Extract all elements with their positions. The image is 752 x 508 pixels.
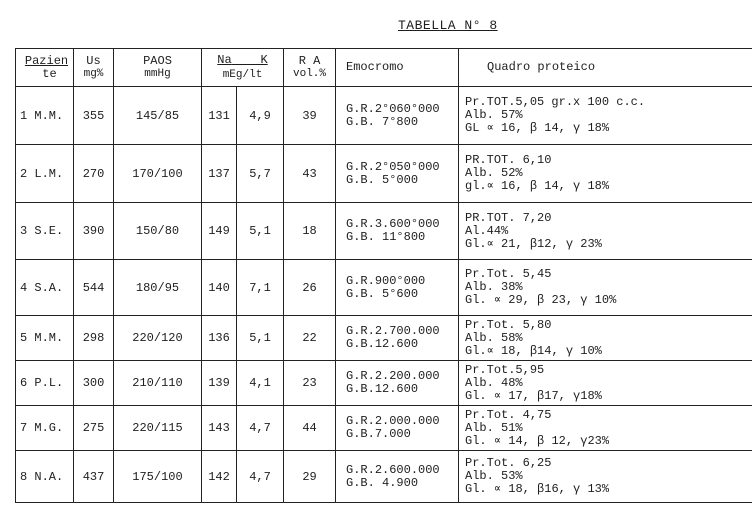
cell-paziente: 6 P.L. — [16, 361, 74, 406]
header-emocromo: Emocromo — [336, 49, 459, 87]
cell-quadro-proteico: Pr.Tot. 6,25 Alb. 53% Gl. ∝ 18, β16, γ 13% — [459, 451, 752, 503]
table-title: TABELLA N° 8 — [398, 18, 498, 33]
table-row — [16, 203, 752, 260]
table-row — [16, 316, 752, 361]
header-quadro-proteico: Quadro proteico — [459, 49, 752, 87]
cell-na: 131 — [202, 87, 237, 145]
header-na-k: Na K mEg/lt — [202, 49, 284, 87]
cell-ra: 26 — [284, 260, 336, 316]
cell-quadro-proteico: PR.TOT. 7,20 Al.44% Gl.∝ 21, β12, γ 23% — [459, 203, 752, 260]
cell-ra: 29 — [284, 451, 336, 503]
cell-emocromo: G.R.2°050°000 G.B. 5°000 — [336, 145, 459, 203]
table-row — [16, 260, 752, 316]
cell-k: 5,7 — [237, 145, 284, 203]
cell-us: 355 — [74, 87, 114, 145]
cell-emocromo: G.R.2.700.000 G.B.12.600 — [336, 316, 459, 361]
cell-us: 298 — [74, 316, 114, 361]
cell-us: 437 — [74, 451, 114, 503]
cell-quadro-proteico: Pr.Tot. 4,75 Alb. 51% Gl. ∝ 14, β 12, γ23% — [459, 406, 752, 451]
cell-emocromo: G.R.2.200.000 G.B.12.600 — [336, 361, 459, 406]
cell-na: 139 — [202, 361, 237, 406]
cell-k: 7,1 — [237, 260, 284, 316]
cell-quadro-proteico: Pr.Tot.5,95 Alb. 48% Gl. ∝ 17, β17, γ18% — [459, 361, 752, 406]
cell-k: 4,1 — [237, 361, 284, 406]
header-row — [16, 49, 752, 87]
cell-emocromo: G.R.3.600°000 G.B. 11°800 — [336, 203, 459, 260]
table-row — [16, 361, 752, 406]
cell-paos: 170/100 — [114, 145, 202, 203]
cell-quadro-proteico: Pr.Tot. 5,80 Alb. 58% Gl.∝ 18, β14, γ 10% — [459, 316, 752, 361]
cell-paos: 180/95 — [114, 260, 202, 316]
cell-ra: 23 — [284, 361, 336, 406]
header-paos: PAOS mmHg — [114, 49, 202, 87]
cell-paos: 210/110 — [114, 361, 202, 406]
cell-ra: 44 — [284, 406, 336, 451]
cell-paziente: 1 M.M. — [16, 87, 74, 145]
cell-k: 4,7 — [237, 406, 284, 451]
header-paziente: Pazien te — [16, 49, 74, 87]
cell-ra: 18 — [284, 203, 336, 260]
header-us: Us mg% — [74, 49, 114, 87]
cell-paos: 145/85 — [114, 87, 202, 145]
cell-k: 5,1 — [237, 203, 284, 260]
cell-paziente: 8 N.A. — [16, 451, 74, 503]
table-row — [16, 451, 752, 503]
cell-k: 4,7 — [237, 451, 284, 503]
cell-us: 544 — [74, 260, 114, 316]
cell-ra: 39 — [284, 87, 336, 145]
cell-na: 149 — [202, 203, 237, 260]
patient-data-table — [15, 48, 752, 503]
cell-paos: 220/115 — [114, 406, 202, 451]
cell-k: 4,9 — [237, 87, 284, 145]
cell-k: 5,1 — [237, 316, 284, 361]
cell-paziente: 2 L.M. — [16, 145, 74, 203]
cell-paziente: 4 S.A. — [16, 260, 74, 316]
cell-emocromo: G.R.2°060°000 G.B. 7°800 — [336, 87, 459, 145]
cell-paziente: 3 S.E. — [16, 203, 74, 260]
cell-paziente: 7 M.G. — [16, 406, 74, 451]
cell-paos: 175/100 — [114, 451, 202, 503]
cell-emocromo: G.R.2.600.000 G.B. 4.900 — [336, 451, 459, 503]
cell-us: 275 — [74, 406, 114, 451]
cell-na: 136 — [202, 316, 237, 361]
cell-quadro-proteico: Pr.TOT.5,05 gr.x 100 c.c. Alb. 57% GL ∝ 16, β 14, γ 18% — [459, 87, 752, 145]
cell-paos: 150/80 — [114, 203, 202, 260]
cell-quadro-proteico: PR.TOT. 6,10 Alb. 52% gl.∝ 16, β 14, γ 18% — [459, 145, 752, 203]
cell-us: 390 — [74, 203, 114, 260]
table-row — [16, 87, 752, 145]
cell-na: 140 — [202, 260, 237, 316]
table-row — [16, 145, 752, 203]
cell-us: 270 — [74, 145, 114, 203]
cell-paos: 220/120 — [114, 316, 202, 361]
header-ra: R A vol.% — [284, 49, 336, 87]
cell-na: 142 — [202, 451, 237, 503]
cell-na: 143 — [202, 406, 237, 451]
cell-na: 137 — [202, 145, 237, 203]
cell-ra: 22 — [284, 316, 336, 361]
cell-quadro-proteico: Pr.Tot. 5,45 Alb. 38% Gl. ∝ 29, β 23, γ 10% — [459, 260, 752, 316]
cell-paziente: 5 M.M. — [16, 316, 74, 361]
cell-emocromo: G.R.2.000.000 G.B.7.000 — [336, 406, 459, 451]
table-row — [16, 406, 752, 451]
cell-emocromo: G.R.900°000 G.B. 5°600 — [336, 260, 459, 316]
cell-us: 300 — [74, 361, 114, 406]
cell-ra: 43 — [284, 145, 336, 203]
